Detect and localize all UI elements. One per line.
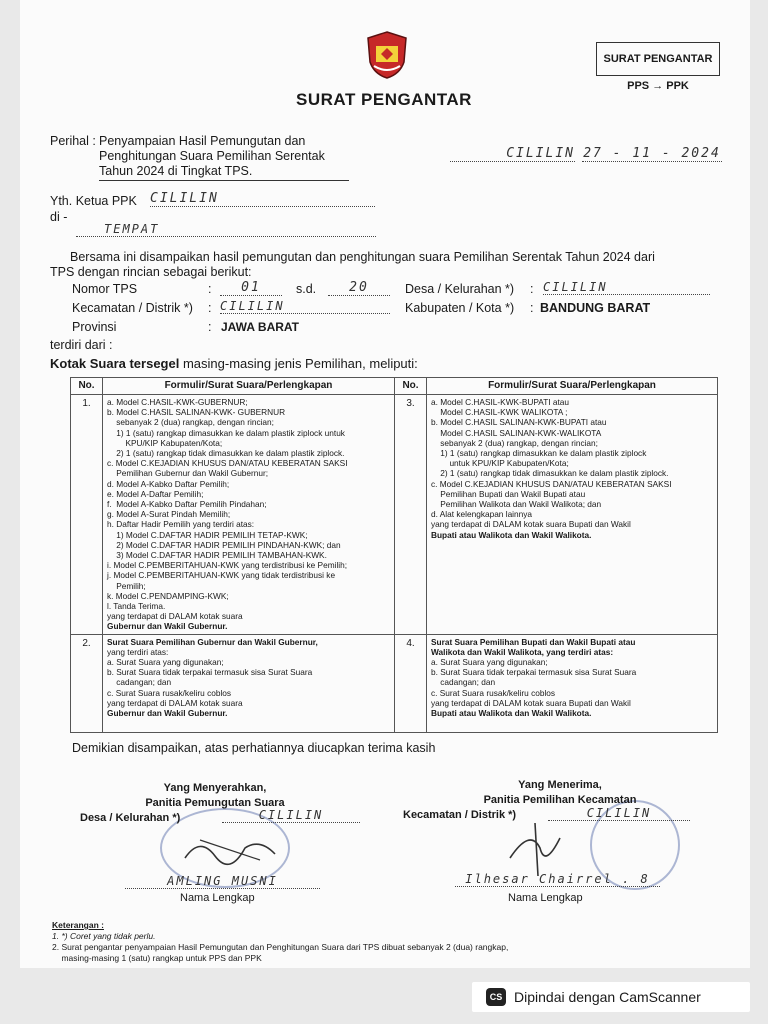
colon: : — [208, 282, 212, 296]
row-1-content — [103, 395, 395, 635]
list-item: c. Surat Suara rusak/keliru coblos — [431, 687, 556, 698]
list-item: 2) 1 (satu) rangkap tidak dimasukkan ke dalam plastik ziplock. — [431, 468, 669, 479]
list-item: Pemilih; — [107, 580, 146, 591]
letter-place: CILILIN — [450, 146, 575, 162]
yth-value: CILILIN — [150, 191, 375, 207]
list-item: Surat Suara Pemilihan Bupati dan Wakil Bupati atau — [431, 636, 636, 647]
di-label: di - — [50, 210, 68, 224]
list-item: yang terdapat di DALAM kotak suara — [107, 611, 243, 622]
sign-right-place: CILILIN — [548, 806, 690, 821]
list-item: a. Surat Suara yang digunakan; — [107, 657, 224, 668]
list-item: KPU/KIP Kabupaten/Kota; — [107, 437, 223, 448]
form-route: PPS → PPK — [627, 80, 689, 92]
sign-right-line-3: Kecamatan / Distrik *) — [403, 809, 517, 821]
list-item: 1) Model C.DAFTAR HADIR PEMILIH TETAP-KWK; — [107, 529, 308, 540]
nomor-tps-label: Nomor TPS — [72, 282, 138, 296]
row-3-content — [427, 395, 718, 635]
list-item: j. Model C.PEMBERITAHUAN-KWK yang tidak terdistribusi ke — [107, 570, 336, 581]
col-no: No. — [71, 378, 103, 395]
signature-left-icon — [180, 828, 290, 870]
perihal-label: Perihal : — [50, 134, 96, 148]
list-item: b. Surat Suara tidak terpakai termasuk sisa Surat Suara — [107, 667, 313, 678]
di-value: TEMPAT — [76, 222, 376, 237]
desa-label: Desa / Kelurahan *) — [405, 282, 515, 296]
list-item: Pemilihan Walikota dan Wakil Walikota; dan — [431, 499, 602, 510]
perihal-line-3: Tahun 2024 di Tingkat TPS. — [99, 164, 349, 181]
kpu-emblem-icon — [364, 30, 410, 80]
list-item: c. Model C.KEJADIAN KHUSUS DAN/ATAU KEBERATAN SAKSI — [431, 478, 672, 489]
letter-date: 27 - 11 - 2024 — [583, 146, 721, 161]
list-item: Model C.HASIL SALINAN-KWK-WALIKOTA — [431, 427, 602, 438]
intro-line-1: Bersama ini disampaikan hasil pemungutan dan penghitungan suara Pemilihan Serentak Tahun 2024 dari — [70, 250, 655, 264]
list-item: cadangan; dan — [431, 677, 496, 688]
sign-left-line-3: Desa / Kelurahan *) — [80, 812, 181, 824]
provinsi-label: Provinsi — [72, 320, 117, 334]
page-title: SURAT PENGANTAR — [296, 90, 472, 109]
col-form: Formulir/Surat Suara/Perlengkapan — [103, 378, 395, 395]
sign-left-place: CILILIN — [222, 808, 360, 823]
list-item: h. Daftar Hadir Pemilih yang terdiri atas: — [107, 519, 255, 530]
intro-line-2: TPS dengan rincian sebagai berikut: — [50, 265, 252, 279]
row-no: 4. — [395, 634, 427, 732]
list-item: i. Model C.PEMBERITAHUAN-KWK yang terdistribusi ke Pemilih; — [107, 560, 348, 571]
notes-2b: masing-masing 1 (satu) rangkap untuk PPS dan PPK — [52, 953, 262, 963]
notes-2a: 2. Surat pengantar penyampaian Hasil Pemungutan dan Penghitungan Suara dari TPS dibuat sebanyak 2 (dua) rangkap, — [52, 942, 509, 952]
sign-left-name: AMLING MUSNI — [125, 874, 320, 889]
list-item: Bupati atau Walikota dan Wakil Walikota. — [431, 529, 592, 540]
list-item: b. Surat Suara tidak terpakai termasuk sisa Surat Suara — [431, 667, 637, 678]
list-item: c. Model C.KEJADIAN KHUSUS DAN/ATAU KEBERATAN SAKSI — [107, 458, 348, 469]
col-no: No. — [395, 378, 427, 395]
row-no: 2. — [71, 634, 103, 732]
list-item: sebanyak 2 (dua) rangkap, dengan rincian; — [431, 437, 598, 448]
table-row — [71, 634, 718, 732]
provinsi-value: JAWA BARAT — [221, 320, 299, 334]
signature-right-icon — [500, 818, 580, 878]
notes-title: Keterangan : — [52, 920, 104, 930]
terdiri-label: terdiri dari : — [50, 338, 113, 352]
list-item: 3) Model C.DAFTAR HADIR PEMILIH TAMBAHAN-KWK. — [107, 550, 327, 561]
sign-right-line-1: Yang Menerima, — [518, 779, 602, 791]
sd-value: 20 — [328, 280, 390, 296]
list-item: 2) Model C.DAFTAR HADIR PEMILIH PINDAHAN-KWK; dan — [107, 539, 341, 550]
table-row — [71, 395, 718, 635]
list-item: 1) 1 (satu) rangkap dimasukkan ke dalam plastik ziplock — [431, 448, 647, 459]
list-item: Model C.HASIL-KWK WALIKOTA ; — [431, 407, 568, 418]
desa-value: CILILIN — [543, 280, 710, 295]
sign-right-name-label: Nama Lengkap — [508, 892, 583, 904]
kabupaten-label: Kabupaten / Kota *) — [405, 301, 515, 315]
perihal-line-2: Penghitungan Suara Pemilihan Serentak — [99, 149, 325, 163]
closing-text: Demikian disampaikan, atas perhatiannya diucapkan terima kasih — [72, 741, 436, 755]
list-item: yang terdapat di DALAM kotak suara Bupati dan Wakil — [431, 519, 631, 530]
kotak-bold: Kotak Suara tersegel — [50, 356, 180, 371]
list-item: Pemilihan Gubernur dan Wakil Gubernur; — [107, 468, 269, 479]
list-item: yang terdapat di DALAM kotak suara Bupati dan Wakil — [431, 697, 631, 708]
notes-1: 1. *) Coret yang tidak perlu. — [52, 931, 156, 941]
scanner-watermark — [472, 982, 750, 1012]
list-item: k. Model C.PENDAMPING-KWK; — [107, 590, 229, 601]
kecamatan-label: Kecamatan / Distrik *) — [72, 301, 193, 315]
list-item: yang terdapat di DALAM kotak suara — [107, 697, 243, 708]
list-item: Gubernur dan Wakil Gubernur. — [107, 621, 228, 632]
kecamatan-value: CILILIN — [220, 299, 390, 314]
sd-label: s.d. — [296, 282, 317, 296]
sign-right-line-2: Panitia Pemilihan Kecamatan — [483, 794, 637, 806]
colon: : — [208, 320, 212, 334]
table-header-row — [71, 378, 718, 395]
sign-right-name: Ilhesar Chairrel . 8 — [455, 872, 660, 887]
colon: : — [530, 301, 534, 315]
list-item: 1) 1 (satu) rangkap dimasukkan ke dalam plastik ziplock untuk — [107, 427, 345, 438]
list-item: a. Model C.HASIL-KWK-BUPATI atau — [431, 397, 570, 407]
col-form: Formulir/Surat Suara/Perlengkapan — [427, 378, 718, 395]
yth-label: Yth. Ketua PPK — [50, 194, 137, 208]
row-2-content — [103, 634, 395, 732]
list-item: l. Tanda Terima. — [107, 601, 166, 612]
list-item: cadangan; dan — [107, 677, 172, 688]
colon: : — [208, 301, 212, 315]
kotak-rest: masing-masing jenis Pemilihan, meliputi: — [179, 356, 418, 371]
nomor-tps-value: 01 — [220, 280, 282, 296]
list-item: g. Model A-Surat Pindah Memilih; — [107, 509, 231, 520]
list-item: b. Model C.HASIL SALINAN-KWK- GUBERNUR — [107, 407, 286, 418]
list-item: untuk KPU/KIP Kabupaten/Kota; — [431, 458, 569, 469]
list-item: a. Surat Suara yang digunakan; — [431, 657, 548, 668]
colon: : — [530, 282, 534, 296]
list-item: c. Surat Suara rusak/keliru coblos — [107, 687, 232, 698]
list-item: Pemilihan Bupati dan Wakil Bupati atau — [431, 488, 586, 499]
form-code-box: SURAT PENGANTAR — [596, 42, 720, 76]
sign-left-line-1: Yang Menyerahkan, — [163, 782, 267, 794]
list-item: Walikota dan Wakil Walikota, yang terdiri atas: — [431, 646, 614, 657]
list-item: yang terdiri atas: — [107, 646, 169, 657]
row-no: 1. — [71, 395, 103, 635]
list-item: e. Model A-Daftar Pemilih; — [107, 488, 204, 499]
scanner-text: Dipindai dengan CamScanner — [514, 989, 701, 1005]
sign-left-name-label: Nama Lengkap — [180, 892, 255, 904]
list-item: sebanyak 2 (dua) rangkap, dengan rincian; — [107, 417, 274, 428]
camscanner-logo-icon: CS — [486, 988, 506, 1006]
row-no: 3. — [395, 395, 427, 635]
list-item: Bupati atau Walikota dan Wakil Walikota. — [431, 708, 592, 719]
items-table — [70, 377, 718, 733]
list-item: b. Model C.HASIL SALINAN-KWK-BUPATI atau — [431, 417, 607, 428]
kotak-suara-heading — [50, 356, 418, 371]
list-item: Gubernur dan Wakil Gubernur. — [107, 708, 228, 719]
list-item: d. Alat kelengkapan lainnya — [431, 509, 533, 520]
kabupaten-value: BANDUNG BARAT — [540, 301, 651, 315]
list-item: f. Model A-Kabko Daftar Pemilih Pindahan; — [107, 499, 267, 510]
sign-left-line-2: Panitia Pemungutan Suara — [145, 797, 285, 809]
list-item: Surat Suara Pemilihan Gubernur dan Wakil Gubernur, — [107, 636, 318, 647]
list-item: a. Model C.HASIL-KWK-GUBERNUR; — [107, 397, 248, 407]
perihal-line-1: Penyampaian Hasil Pemungutan dan — [99, 134, 306, 148]
row-4-content — [427, 634, 718, 732]
list-item: 2) 1 (satu) rangkap tidak dimasukkan ke dalam plastik ziplock. — [107, 448, 345, 459]
list-item: d. Model A-Kabko Daftar Pemilih; — [107, 478, 230, 489]
